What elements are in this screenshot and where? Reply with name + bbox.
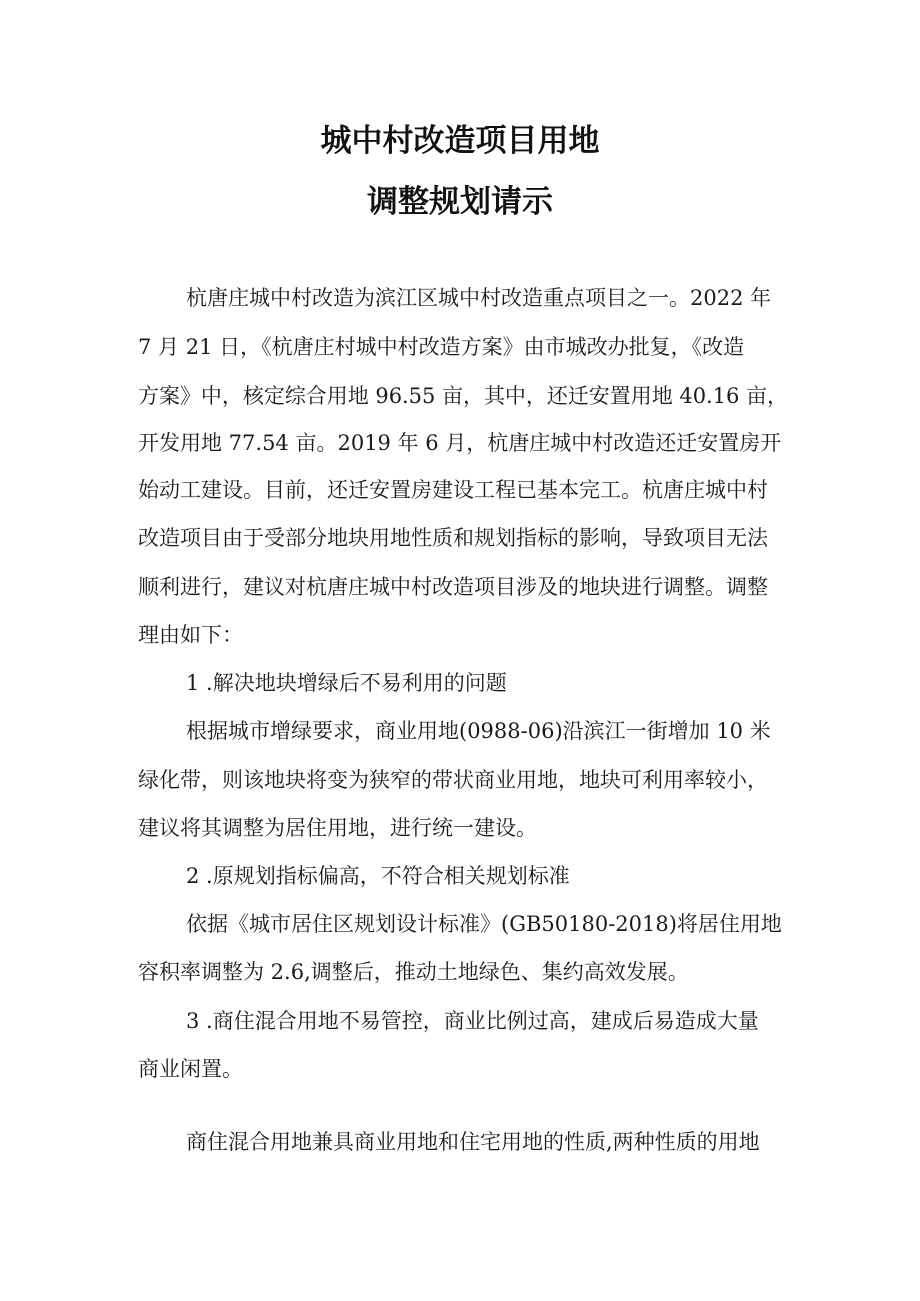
section-heading-3: 3 .商住混合用地不易管控，商业比例过高，建成后易造成大量 <box>186 1009 759 1033</box>
body-line: 开发用地 77.54 亩。2019 年 6 月，杭唐庄城中村改造还迁安置房开 <box>138 431 782 455</box>
body-line: 根据城市增绿要求，商业用地(0988-06)沿滨江一街增加 10 米 <box>186 719 771 743</box>
body-line: 容积率调整为 2.6,调整后，推动土地绿色、集约高效发展。 <box>138 960 689 984</box>
body-line: 7 月 21 日，《杭唐庄村城中村改造方案》由市城改办批复，《改造 <box>138 335 745 359</box>
body-line: 商业闲置。 <box>138 1057 243 1081</box>
section-heading-1: 1 .解决地块增绿后不易利用的问题 <box>186 671 507 695</box>
document-title-line-1: 城中村改造项目用地 <box>320 123 600 159</box>
document-title-line-2: 调整规划请示 <box>367 184 553 220</box>
body-line: 依据《城市居住区规划设计标准》(GB50180-2018)将居住用地 <box>186 912 782 936</box>
body-line: 方案》中，核定综合用地 96.55 亩，其中，还迁安置用地 40.16 亩， <box>138 384 788 408</box>
body-line: 杭唐庄城中村改造为滨江区城中村改造重点项目之一。2022 年 <box>186 286 772 310</box>
body-line: 商住混合用地兼具商业用地和住宅用地的性质,两种性质的用地 <box>186 1130 760 1154</box>
body-line: 顺利进行，建议对杭唐庄城中村改造项目涉及的地块进行调整。调整 <box>138 575 768 599</box>
body-line: 始动工建设。目前，还迁安置房建设工程已基本完工。杭唐庄城中村 <box>138 478 768 502</box>
body-line: 改造项目由于受部分地块用地性质和规划指标的影响，导致项目无法 <box>138 526 768 550</box>
body-line: 理由如下： <box>138 623 243 647</box>
body-line: 绿化带，则该地块将变为狭窄的带状商业用地，地块可利用率较小， <box>138 768 768 792</box>
section-heading-2: 2 .原规划指标偏高，不符合相关规划标准 <box>186 864 570 888</box>
body-line: 建议将其调整为居住用地，进行统一建设。 <box>138 816 537 840</box>
